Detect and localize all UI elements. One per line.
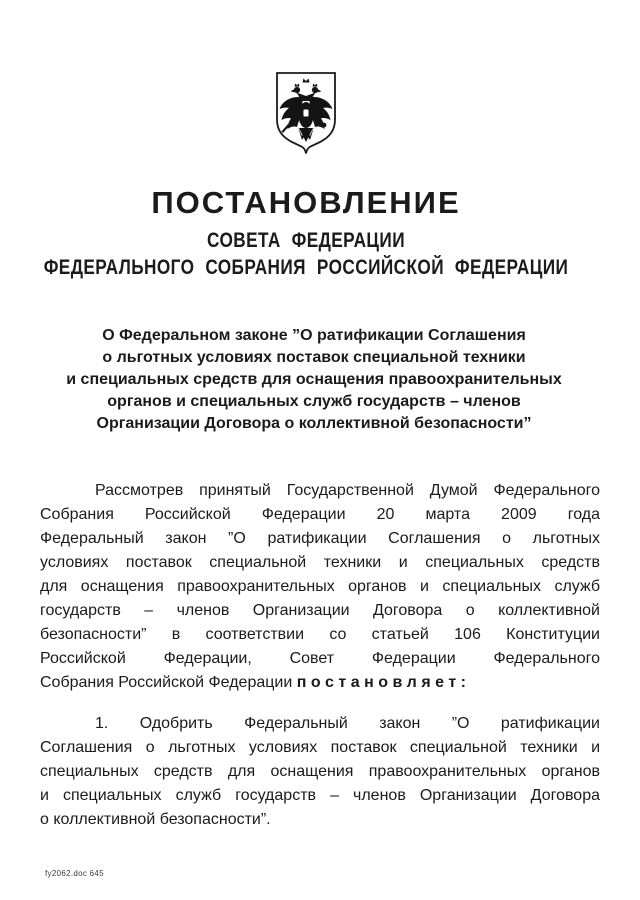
subject-line: и специальных средств для оснащения правоохранительных [66,371,562,388]
body-line: о коллективной безопасности”. [40,811,271,828]
body-line: Собрания Российской Федерации 20 марта 2009 года [40,506,600,523]
body-line-resolves [40,671,600,695]
emblem-row [0,0,626,161]
body-line: безопасности” в соответствии со статьей 106 Конституции [40,626,600,643]
document-header [0,0,626,281]
body-line: и специальных служб государств – членов Организации Договора [40,787,600,804]
issuing-body-line: СОВЕТА ФЕДЕРАЦИИ [207,229,405,252]
resolves-keyword: постановляет: [296,674,471,691]
subject-line: о льготных условиях поставок специальной техники [102,349,526,366]
paragraph-point-1 [40,712,600,832]
body-line: Российской Федерации, Совет Федерации Федерального [40,650,600,667]
paragraph-preamble [40,479,600,695]
body-line: Рассмотрев принятый Государственной Думой Федерального [95,482,600,499]
body-line-resolves-prefix: Собрания Российской Федерации [40,674,297,691]
russian-coat-of-arms-icon [272,70,340,161]
subject-line: органов и специальных служб государств – членов [107,393,521,410]
body-line: Соглашения о льготных условиях поставок специальной техники и [40,739,600,756]
document-title: ПОСТАНОВЛЕНИЕ [151,185,461,220]
body-line: Федеральный закон ”О ратификации Соглашения о льготных [40,530,600,547]
issuing-body [0,227,626,281]
body-line: 1. Одобрить Федеральный закон ”О ратификации [95,715,600,732]
typist-file-mark: fy2062.doc 645 [45,869,104,878]
subject-line: О Федеральном законе ”О ратификации Соглашения [102,327,526,344]
body-line: для оснащения правоохранительных органов и специальных служб [40,578,600,595]
body-line: специальных средств для оснащения правоохранительных органов [40,763,600,780]
body-line: условиях поставок специальной техники и специальных средств [40,554,600,571]
subject-block [34,325,594,435]
issuing-body-line: ФЕДЕРАЛЬНОГО СОБРАНИЯ РОССИЙСКОЙ ФЕДЕРАЦИИ [43,256,569,279]
body-line: государств – членов Организации Договора о коллективной [40,602,600,619]
subject-line: Организации Договора о коллективной безопасности” [96,415,532,432]
